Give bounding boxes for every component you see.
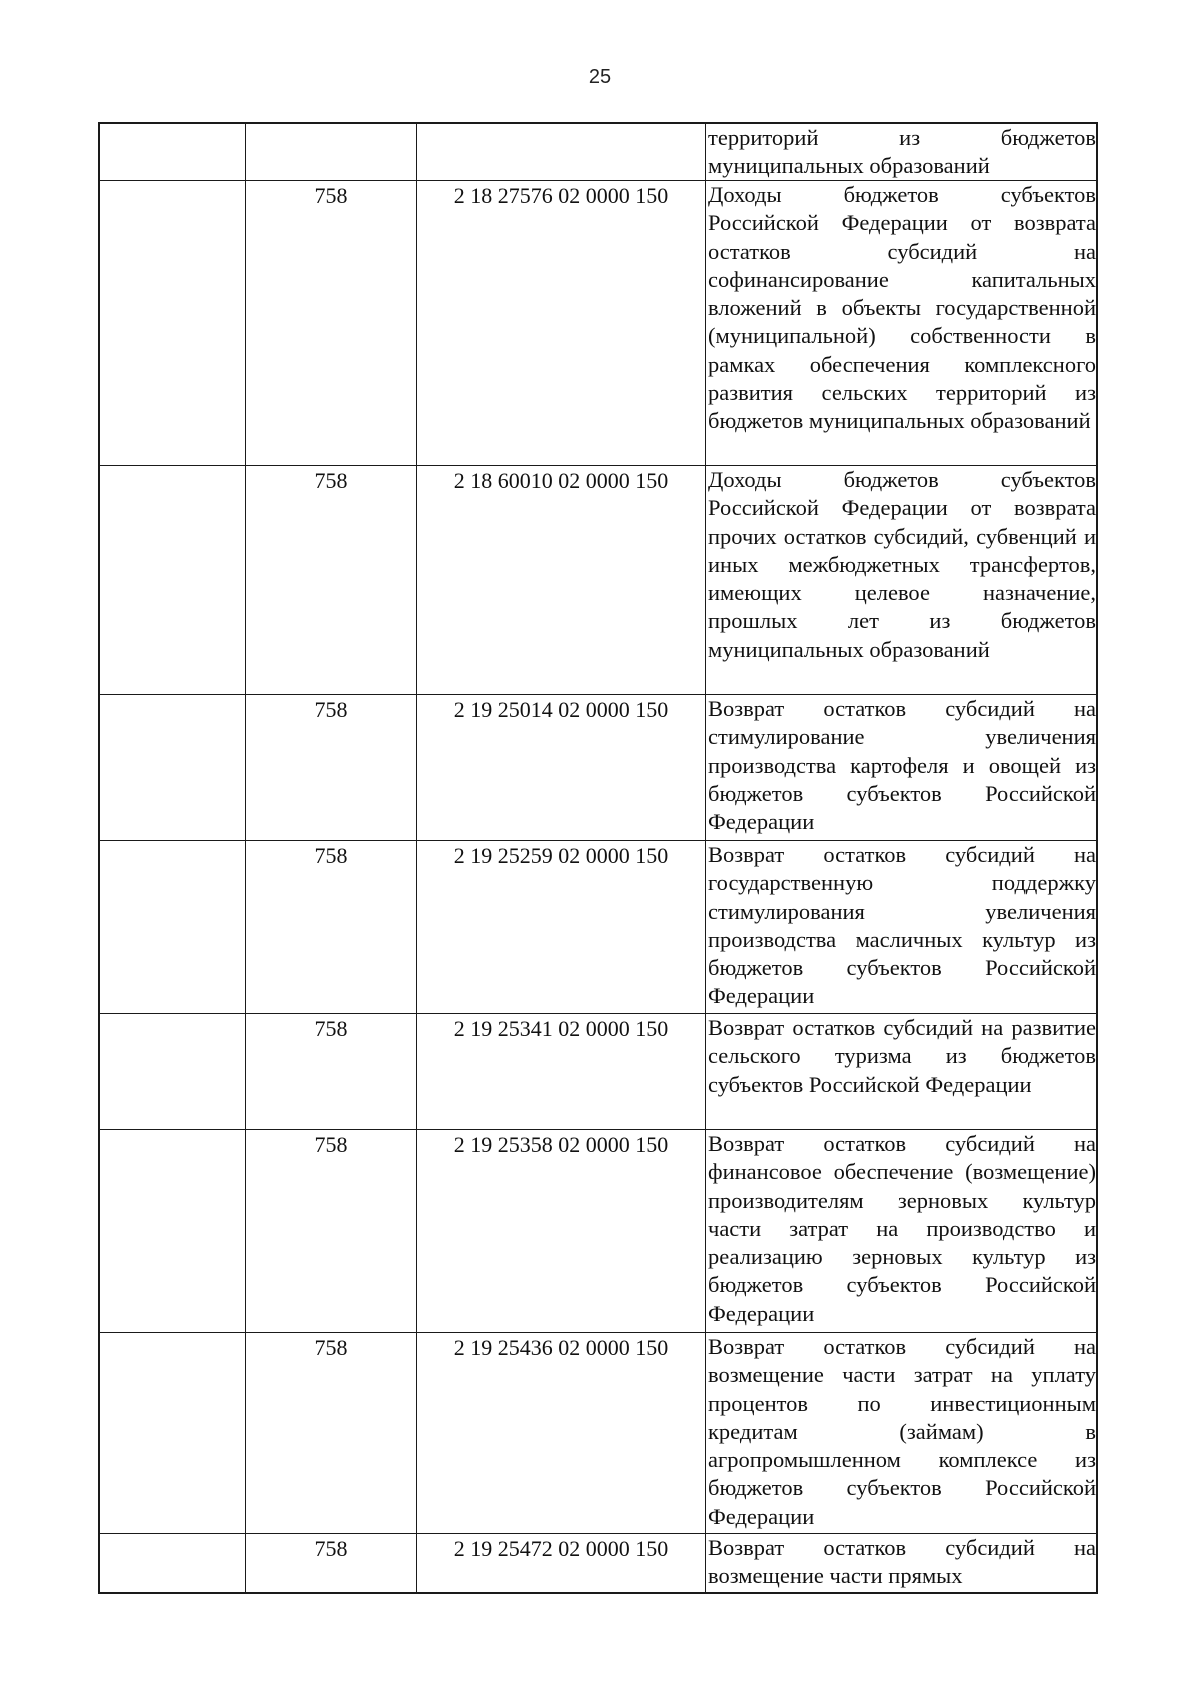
income-name-cell: Доходы бюджетов субъектов Российской Федерации от возврата прочих остатков субсидий, субвенций и иных межбюджетных трансфертов, имеющих целевое назначение, прошлых лет из бюджетов муниципальных образований: [706, 466, 1098, 694]
budget-code-cell: 2 18 27576 02 0000 150: [417, 181, 706, 465]
table-row: [100, 695, 1098, 841]
empty-cell: [100, 124, 246, 180]
budget-code-cell: [417, 124, 706, 180]
admin-code-cell: 758: [246, 466, 417, 694]
budget-code-cell: 2 19 25259 02 0000 150: [417, 841, 706, 1013]
admin-code-cell: 758: [246, 841, 417, 1013]
table-row: [100, 841, 1098, 1014]
admin-code-cell: 758: [246, 181, 417, 465]
empty-cell: [100, 695, 246, 840]
income-name-cell: Доходы бюджетов субъектов Российской Федерации от возврата остатков субсидий на софинансирование капитальных вложений в объекты государственной (муниципальной) собственности в рамках обеспечения комплексного развития сельских территорий из бюджетов муниципальных образований: [706, 181, 1098, 465]
table-row: [100, 1014, 1098, 1130]
income-name-cell: Возврат остатков субсидий на государственную поддержку стимулирования увеличения производства масличных культур из бюджетов субъектов Российской Федерации: [706, 841, 1098, 1013]
admin-code-cell: 758: [246, 1333, 417, 1533]
table-row: [100, 181, 1098, 466]
empty-cell: [100, 1333, 246, 1533]
table-row: [100, 1534, 1098, 1592]
admin-code-cell: 758: [246, 1130, 417, 1332]
income-name-cell: Возврат остатков субсидий на стимулирование увеличения производства картофеля и овощей из бюджетов субъектов Российской Федерации: [706, 695, 1098, 840]
admin-code-cell: [246, 124, 417, 180]
empty-cell: [100, 1130, 246, 1332]
table-row: [100, 124, 1098, 181]
budget-codes-table: [98, 122, 1098, 1594]
admin-code-cell: 758: [246, 695, 417, 840]
income-name-cell: Возврат остатков субсидий на возмещение части прямых: [706, 1534, 1098, 1592]
budget-code-cell: 2 19 25014 02 0000 150: [417, 695, 706, 840]
empty-cell: [100, 1014, 246, 1129]
budget-code-cell: 2 18 60010 02 0000 150: [417, 466, 706, 694]
budget-code-cell: 2 19 25358 02 0000 150: [417, 1130, 706, 1332]
budget-code-cell: 2 19 25341 02 0000 150: [417, 1014, 706, 1129]
income-name-cell: Возврат остатков субсидий на возмещение части затрат на уплату процентов по инвестиционным кредитам (займам) в агропромышленном комплексе из бюджетов субъектов Российской Федерации: [706, 1333, 1098, 1533]
empty-cell: [100, 841, 246, 1013]
empty-cell: [100, 466, 246, 694]
admin-code-cell: 758: [246, 1534, 417, 1592]
admin-code-cell: 758: [246, 1014, 417, 1129]
budget-code-cell: 2 19 25472 02 0000 150: [417, 1534, 706, 1592]
income-name-cell: Возврат остатков субсидий на развитие сельского туризма из бюджетов субъектов Российской Федерации: [706, 1014, 1098, 1129]
table-row: [100, 1130, 1098, 1333]
income-name-cell: Возврат остатков субсидий на финансовое обеспечение (возмещение) производителям зерновых культур части затрат на производство и реализацию зерновых культур из бюджетов субъектов Российской Федерации: [706, 1130, 1098, 1332]
income-name-cell: территорий из бюджетов муниципальных образований: [708, 125, 1096, 179]
empty-cell: [100, 181, 246, 465]
page-number: 25: [588, 66, 612, 88]
table-row: [100, 466, 1098, 695]
budget-code-cell: 2 19 25436 02 0000 150: [417, 1333, 706, 1533]
empty-cell: [100, 1534, 246, 1592]
table-row: [100, 1333, 1098, 1534]
